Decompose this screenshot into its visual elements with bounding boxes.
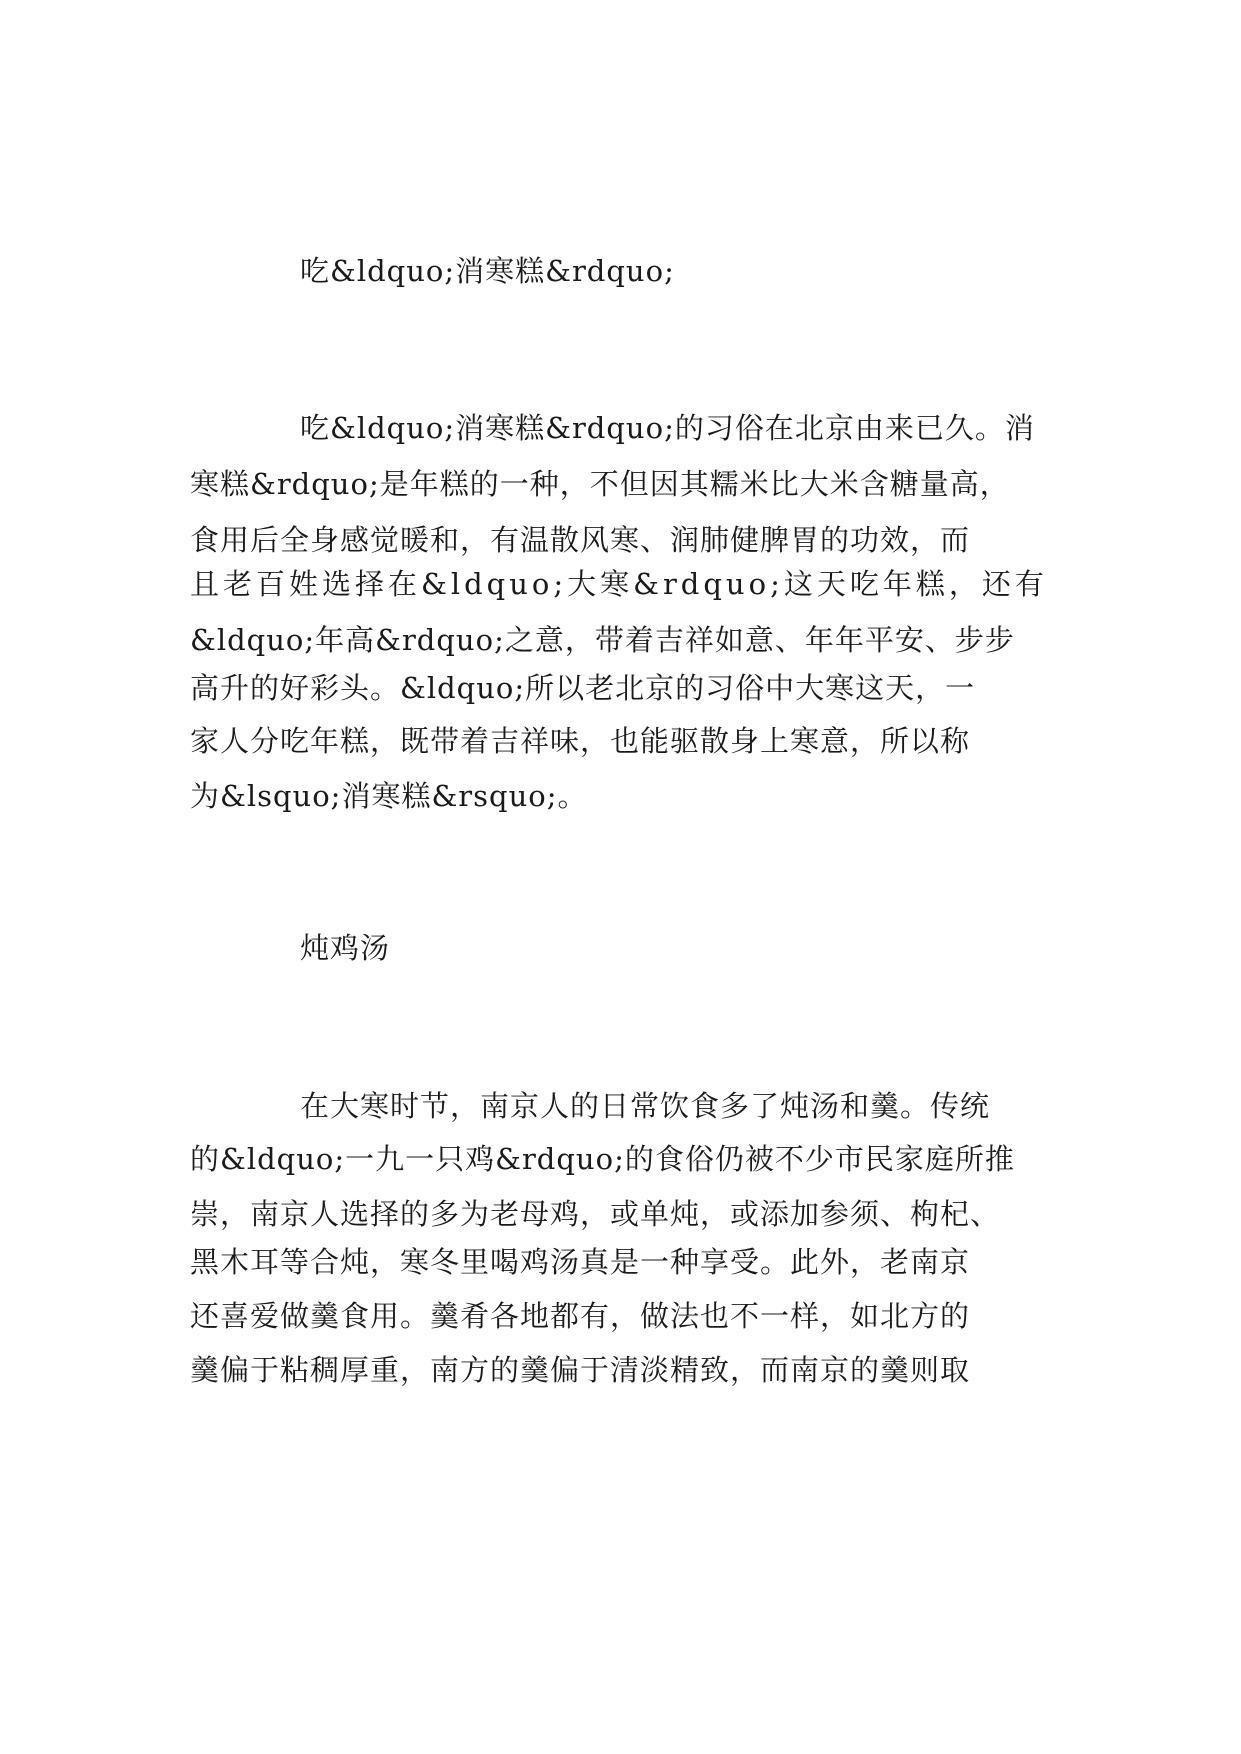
paragraph-line: 崇，南京人选择的多为老母鸡，或单炖，或添加参须、枸杞、 <box>190 1197 1001 1231</box>
paragraph-line: 高升的好彩头。&ldquo;所以老北京的习俗中大寒这天，一 <box>190 671 976 705</box>
paragraph-line: 家人分吃年糕，既带着吉祥味，也能驱散身上寒意，所以称 <box>190 724 971 758</box>
paragraph-line: 黑木耳等合炖，寒冬里喝鸡汤真是一种享受。此外，老南京 <box>190 1245 971 1279</box>
paragraph-line: 羹偏于粘稠厚重，南方的羹偏于清淡精致，而南京的羹则取 <box>190 1353 971 1387</box>
paragraph-line: 且老百姓选择在&ldquo;大寒&rdquo;这天吃年糕，还有 <box>190 567 1048 601</box>
paragraph-line: 还喜爱做羹食用。羹肴各地都有，做法也不一样，如北方的 <box>190 1299 971 1333</box>
paragraph-line: 为&lsquo;消寒糕&rsquo;。 <box>190 779 588 813</box>
paragraph-line: &ldquo;年高&rdquo;之意，带着吉祥如意、年年平安、步步 <box>190 623 1015 657</box>
paragraph-line: 吃&ldquo;消寒糕&rdquo;的习俗在北京由来已久。消 <box>300 411 1035 445</box>
paragraph-line: 寒糕&rdquo;是年糕的一种，不但因其糯米比大米含糖量高， <box>190 467 1010 501</box>
paragraph-line: 食用后全身感觉暖和，有温散风寒、润肺健脾胃的功效，而 <box>190 523 971 557</box>
section-heading-dunjitang: 炖鸡汤 <box>300 931 391 965</box>
paragraph-line: 的&ldquo;一九一只鸡&rdquo;的食俗仍被不少市民家庭所推 <box>190 1142 1015 1176</box>
paragraph-line: 在大寒时节，南京人的日常饮食多了炖汤和羹。传统 <box>300 1089 991 1123</box>
section-heading-xiaohangao: 吃&ldquo;消寒糕&rdquo; <box>300 254 675 288</box>
